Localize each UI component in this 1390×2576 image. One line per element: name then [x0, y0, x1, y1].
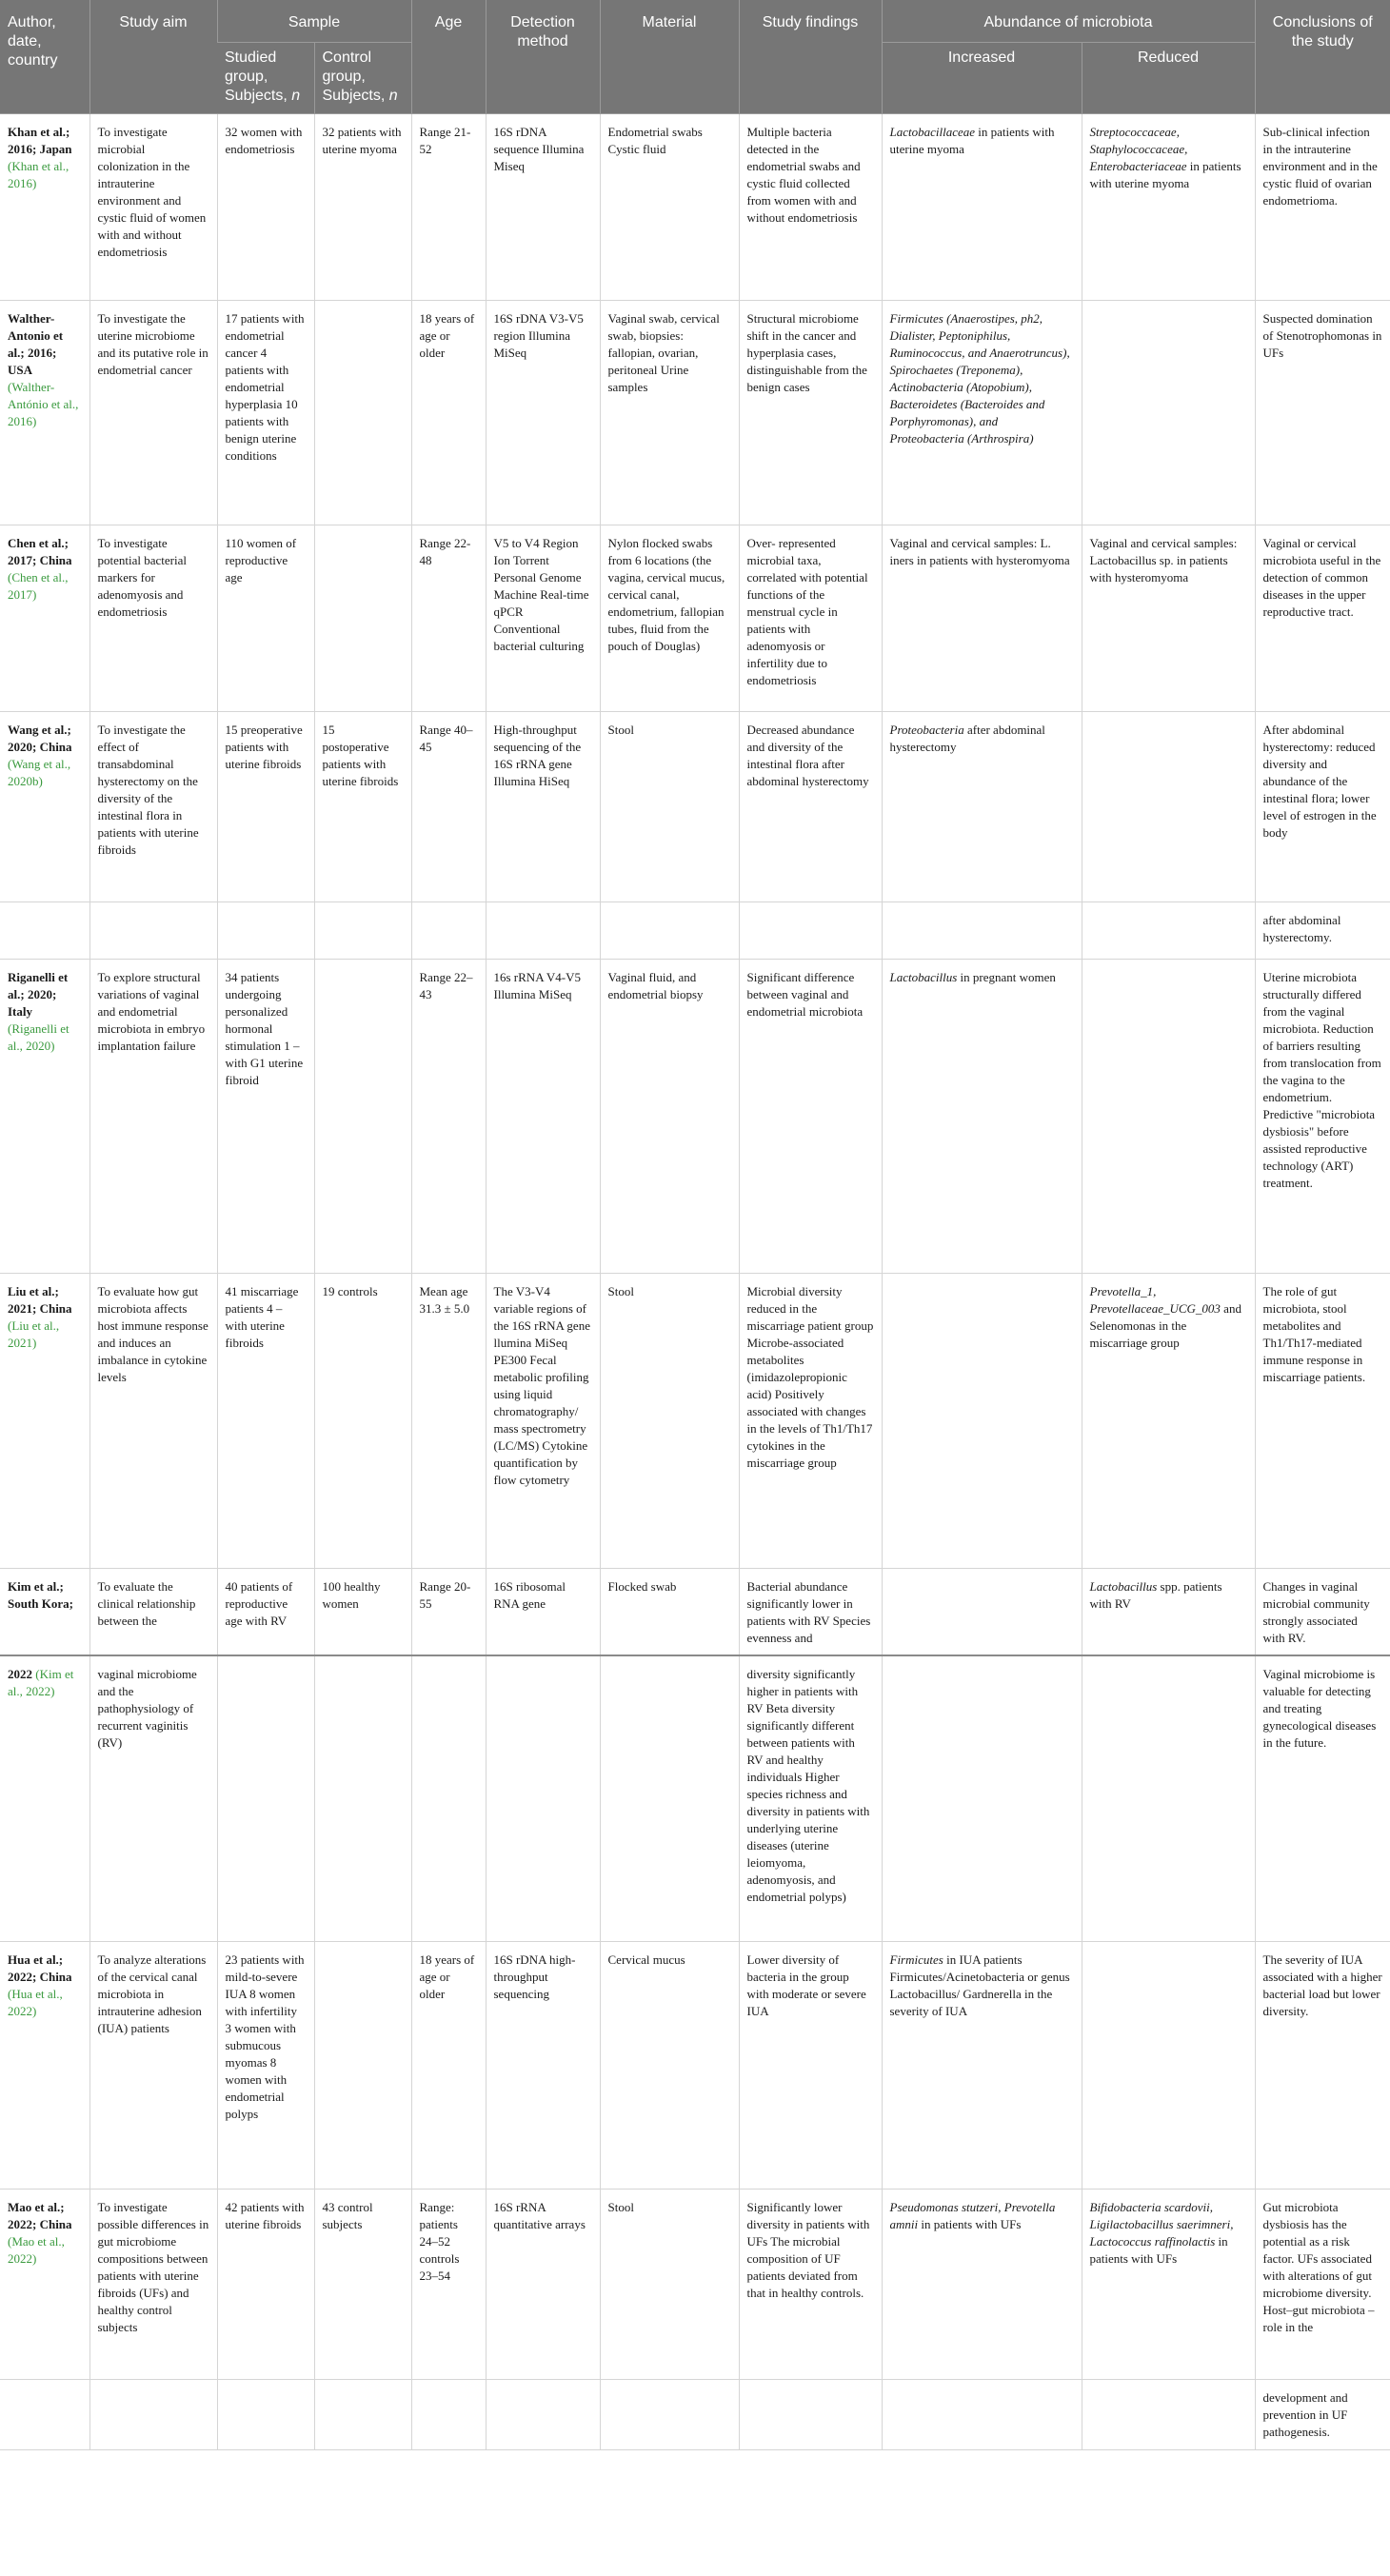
empty-cell — [486, 2379, 600, 2449]
author-cell: Khan et al.; 2016; Japan (Khan et al., 2016) — [0, 114, 89, 301]
increased-cell — [882, 1569, 1082, 1656]
studied-group-cell: 110 women of reproductive age — [217, 525, 314, 712]
material-cell: Vaginal fluid, and endometrial biopsy — [600, 960, 739, 1274]
empty-cell — [217, 2379, 314, 2449]
findings-cell: Structural microbiome shift in the cancer and hyperplasia cases, distinguishable from the benign cases — [739, 301, 882, 525]
header-author: Author, date, country — [0, 0, 89, 114]
author-cell: Chen et al.; 2017; China (Chen et al., 2017) — [0, 525, 89, 712]
material-cell: Nylon flocked swabs from 6 locations (the vagina, cervical mucus, cervical canal, endometrium, fallopian tubes, fluid from the pouch of Douglas) — [600, 525, 739, 712]
study-aim-cell: vaginal microbiome and the pathophysiology of recurrent vaginitis (RV) — [89, 1655, 217, 1941]
table-row — [0, 1655, 1390, 1941]
empty-cell — [600, 2379, 739, 2449]
age-cell: Range 20- 55 — [411, 1569, 486, 1656]
studied-group-cell: 15 preoperative patients with uterine fibroids — [217, 712, 314, 902]
control-group-cell: 15 postoperative patients with uterine fibroids — [314, 712, 411, 902]
empty-cell — [0, 902, 89, 960]
conclusion-cell: After abdominal hysterectomy: reduced diversity and abundance of the intestinal flora; lower level of estrogen in the body — [1255, 712, 1390, 902]
empty-cell — [314, 2379, 411, 2449]
author-cell: Hua et al.; 2022; China (Hua et al., 2022) — [0, 1941, 89, 2189]
studied-group-cell: 42 patients with uterine fibroids — [217, 2189, 314, 2379]
findings-cell: Lower diversity of bacteria in the group with moderate or severe IUA — [739, 1941, 882, 2189]
material-cell: Stool — [600, 1274, 739, 1569]
author-cell: Kim et al.; South Kora; — [0, 1569, 89, 1656]
age-cell: Range 22–43 — [411, 960, 486, 1274]
reduced-cell — [1082, 960, 1255, 1274]
empty-cell — [314, 902, 411, 960]
reduced-cell — [1082, 712, 1255, 902]
header-age: Age — [411, 0, 486, 114]
study-aim-cell: To evaluate how gut microbiota affects host immune response and induces an imbalance in cytokine levels — [89, 1274, 217, 1569]
study-aim-cell: To evaluate the clinical relationship between the — [89, 1569, 217, 1656]
header-conclusions: Conclusions of the study — [1255, 0, 1390, 114]
age-cell: Range 22-48 — [411, 525, 486, 712]
material-cell: Endometrial swabs Cystic fluid — [600, 114, 739, 301]
detection-method-cell: 16S rDNA sequence Illumina Miseq — [486, 114, 600, 301]
detection-method-cell: 16S rDNA high-throughput sequencing — [486, 1941, 600, 2189]
header-control-group: Control group, Subjects, n — [314, 43, 411, 114]
table-row — [0, 1569, 1390, 1656]
studied-group-cell: 41 miscarriage patients 4 – with uterine fibroids — [217, 1274, 314, 1569]
reduced-cell — [1082, 301, 1255, 525]
age-cell: 18 years of age or older — [411, 301, 486, 525]
control-group-cell — [314, 1941, 411, 2189]
increased-cell: Lactobacillus in pregnant women — [882, 960, 1082, 1274]
empty-cell — [411, 2379, 486, 2449]
study-aim-cell: To explore structural variations of vaginal and endometrial microbiota in embryo implantation failure — [89, 960, 217, 1274]
table-row — [0, 1941, 1390, 2189]
table-row — [0, 2189, 1390, 2379]
control-group-cell — [314, 960, 411, 1274]
increased-cell: Proteobacteria after abdominal hysterectomy — [882, 712, 1082, 902]
detection-method-cell: 16S rDNA V3-V5 region Illumina MiSeq — [486, 301, 600, 525]
age-cell: Range 40–45 — [411, 712, 486, 902]
conclusion-cell: Vaginal or cervical microbiota useful in the detection of common diseases in the upper reproductive tract. — [1255, 525, 1390, 712]
increased-cell: Firmicutes in IUA patients Firmicutes/Acinetobacteria or genus Lactobacillus/ Gardnerella in the severity of IUA — [882, 1941, 1082, 2189]
detection-method-cell: 16S rRNA quantitative arrays — [486, 2189, 600, 2379]
detection-method-cell: 16s rRNA V4-V5 Illumina MiSeq — [486, 960, 600, 1274]
empty-cell — [882, 902, 1082, 960]
detection-method-cell — [486, 1655, 600, 1941]
conclusion-cell: development and prevention in UF pathogenesis. — [1255, 2379, 1390, 2449]
control-group-cell: 43 control subjects — [314, 2189, 411, 2379]
material-cell — [600, 1655, 739, 1941]
age-cell: 18 years of age or older — [411, 1941, 486, 2189]
studied-group-cell: 34 patients undergoing personalized hormonal stimulation 1 – with G1 uterine fibroid — [217, 960, 314, 1274]
increased-cell: Vaginal and cervical samples: L. iners in patients with hysteromyoma — [882, 525, 1082, 712]
empty-cell — [1082, 902, 1255, 960]
conclusion-cell: Vaginal microbiome is valuable for detecting and treating gynecological diseases in the future. — [1255, 1655, 1390, 1941]
author-cell: Walther-Antonio et al.; 2016; USA (Walther-António et al., 2016) — [0, 301, 89, 525]
author-cell: 2022 (Kim et al., 2022) — [0, 1655, 89, 1941]
conclusion-cell: Gut microbiota dysbiosis has the potential as a risk factor. UFs associated with alterations of gut microbiome diversity. Host–gut microbiota – role in the — [1255, 2189, 1390, 2379]
material-cell: Vaginal swab, cervical swab, biopsies: fallopian, ovarian, peritoneal Urine samples — [600, 301, 739, 525]
material-cell: Stool — [600, 2189, 739, 2379]
studied-group-cell — [217, 1655, 314, 1941]
findings-cell: Bacterial abundance significantly lower in patients with RV Species evenness and — [739, 1569, 882, 1656]
header-reduced: Reduced — [1082, 43, 1255, 114]
conclusion-cell: after abdominal hysterectomy. — [1255, 902, 1390, 960]
control-group-cell: 100 healthy women — [314, 1569, 411, 1656]
empty-cell — [600, 902, 739, 960]
header-row-1 — [0, 0, 1390, 43]
detection-method-cell: High-throughput sequencing of the 16S rRNA gene Illumina HiSeq — [486, 712, 600, 902]
reduced-cell — [1082, 1655, 1255, 1941]
detection-method-cell: V5 to V4 Region Ion Torrent Personal Genome Machine Real-time qPCR Conventional bacterial culturing — [486, 525, 600, 712]
table-row — [0, 1274, 1390, 1569]
empty-cell — [411, 902, 486, 960]
study-aim-cell: To investigate the effect of transabdominal hysterectomy on the diversity of the intestinal flora in patients with uterine fibroids — [89, 712, 217, 902]
header-increased: Increased — [882, 43, 1082, 114]
empty-cell — [0, 2379, 89, 2449]
conclusion-cell: Uterine microbiota structurally differed from the vaginal microbiota. Reduction of barriers resulting from translocation from the vagina to the endometrium. Predictive "microbiota dysbiosis" before assisted reproductive technology (ART) treatment. — [1255, 960, 1390, 1274]
header-detection: Detection method — [486, 0, 600, 114]
empty-cell — [739, 2379, 882, 2449]
findings-cell: Significantly lower diversity in patients with UFs The microbial composition of UF patients deviated from that in healthy controls. — [739, 2189, 882, 2379]
findings-cell: Microbial diversity reduced in the miscarriage patient group Microbe-associated metabolites (imidazolepropionic acid) Positively associated with changes in the levels of Th1/Th17 cytokines in the miscarriage group — [739, 1274, 882, 1569]
age-cell — [411, 1655, 486, 1941]
empty-cell — [486, 902, 600, 960]
table-row — [0, 114, 1390, 301]
material-cell: Stool — [600, 712, 739, 902]
author-cell: Wang et al.; 2020; China (Wang et al., 2020b) — [0, 712, 89, 902]
increased-cell: Pseudomonas stutzeri, Prevotella amnii in patients with UFs — [882, 2189, 1082, 2379]
findings-cell: Decreased abundance and diversity of the intestinal flora after abdominal hysterectomy — [739, 712, 882, 902]
table-row — [0, 960, 1390, 1274]
empty-cell — [882, 2379, 1082, 2449]
reduced-cell: Streptococcaceae, Staphylococcaceae, Enterobacteriaceae in patients with uterine myoma — [1082, 114, 1255, 301]
study-aim-cell: To investigate the uterine microbiome and its putative role in endometrial cancer — [89, 301, 217, 525]
increased-cell: Lactobacillaceae in patients with uterine myoma — [882, 114, 1082, 301]
findings-cell: diversity significantly higher in patients with RV Beta diversity significantly different between patients with RV and healthy individuals Higher species richness and diversity in patients with underlying uterine diseases (uterine leiomyoma, adenomyosis, and endometrial polyps) — [739, 1655, 882, 1941]
control-group-cell: 19 controls — [314, 1274, 411, 1569]
author-cell: Liu et al.; 2021; China (Liu et al., 2021) — [0, 1274, 89, 1569]
header-study-aim: Study aim — [89, 0, 217, 114]
detection-method-cell: The V3-V4 variable regions of the 16S rRNA gene llumina MiSeq PE300 Fecal metabolic profiling using liquid chromatography/ mass spectrometry (LC/MS) Cytokine quantification by flow cytometry — [486, 1274, 600, 1569]
header-abundance: Abundance of microbiota — [882, 0, 1255, 43]
conclusion-cell: The role of gut microbiota, stool metabolites and Th1/Th17-mediated immune response in miscarriage patients. — [1255, 1274, 1390, 1569]
conclusion-cell: The severity of IUA associated with a higher bacterial load but lower diversity. — [1255, 1941, 1390, 2189]
findings-cell: Multiple bacteria detected in the endometrial swabs and cystic fluid collected from women with and without endometriosis — [739, 114, 882, 301]
empty-cell — [89, 2379, 217, 2449]
findings-cell: Over- represented microbial taxa, correlated with potential functions of the menstrual cycle in patients with adenomyosis or infertility due to endometriosis — [739, 525, 882, 712]
age-cell: Mean age 31.3 ± 5.0 — [411, 1274, 486, 1569]
empty-cell — [217, 902, 314, 960]
header-findings: Study findings — [739, 0, 882, 114]
studied-group-cell: 40 patients of reproductive age with RV — [217, 1569, 314, 1656]
reduced-cell: Prevotella_1, Prevotellaceae_UCG_003 and Selenomonas in the miscarriage group — [1082, 1274, 1255, 1569]
increased-cell — [882, 1274, 1082, 1569]
conclusion-cell: Sub-clinical infection in the intrauterine environment and in the cystic fluid of ovarian endometrioma. — [1255, 114, 1390, 301]
increased-cell: Firmicutes (Anaerostipes, ph2, Dialister, Peptoniphilus, Ruminococcus, and Anaerotruncus), Spirochaetes (Treponema), Actinobacteria (Atopobium), Bacteroidetes (Bacteroides and Porphyromonas), and Proteobacteria (Arthrospira) — [882, 301, 1082, 525]
studied-group-cell: 32 women with endometriosis — [217, 114, 314, 301]
empty-cell — [1082, 2379, 1255, 2449]
control-group-cell — [314, 301, 411, 525]
table-row — [0, 2379, 1390, 2449]
control-group-cell: 32 patients with uterine myoma — [314, 114, 411, 301]
table-row — [0, 902, 1390, 960]
increased-cell — [882, 1655, 1082, 1941]
reduced-cell — [1082, 1941, 1255, 2189]
header-studied-group: Studied group, Subjects, n — [217, 43, 314, 114]
reduced-cell: Vaginal and cervical samples: Lactobacillus sp. in patients with hysteromyoma — [1082, 525, 1255, 712]
empty-cell — [739, 902, 882, 960]
detection-method-cell: 16S ribosomal RNA gene — [486, 1569, 600, 1656]
table-row — [0, 712, 1390, 902]
material-cell: Cervical mucus — [600, 1941, 739, 2189]
studied-group-cell: 23 patients with mild-to-severe IUA 8 women with infertility 3 women with submucous myomas 8 women with endometrial polyps — [217, 1941, 314, 2189]
table-row — [0, 525, 1390, 712]
study-aim-cell: To analyze alterations of the cervical canal microbiota in intrauterine adhesion (IUA) patients — [89, 1941, 217, 2189]
study-aim-cell: To investigate microbial colonization in the intrauterine environment and cystic fluid of women with and without endometriosis — [89, 114, 217, 301]
reduced-cell: Bifidobacteria scardovii, Ligilactobacillus saerimneri, Lactococcus raffinolactis in patients with UFs — [1082, 2189, 1255, 2379]
study-aim-cell: To investigate potential bacterial markers for adenomyosis and endometriosis — [89, 525, 217, 712]
conclusion-cell: Suspected domination of Stenotrophomonas in UFs — [1255, 301, 1390, 525]
author-cell: Mao et al.; 2022; China (Mao et al., 2022) — [0, 2189, 89, 2379]
studied-group-cell: 17 patients with endometrial cancer 4 patients with endometrial hyperplasia 10 patients with benign uterine conditions — [217, 301, 314, 525]
age-cell: Range: patients 24–52 controls 23–54 — [411, 2189, 486, 2379]
findings-cell: Significant difference between vaginal and endometrial microbiota — [739, 960, 882, 1274]
study-aim-cell: To investigate possible differences in gut microbiome compositions between patients with uterine fibroids (UFs) and healthy control subjects — [89, 2189, 217, 2379]
header-material: Material — [600, 0, 739, 114]
empty-cell — [89, 902, 217, 960]
reduced-cell: Lactobacillus spp. patients with RV — [1082, 1569, 1255, 1656]
material-cell: Flocked swab — [600, 1569, 739, 1656]
header-sample: Sample — [217, 0, 411, 43]
control-group-cell — [314, 1655, 411, 1941]
table-row — [0, 301, 1390, 525]
conclusion-cell: Changes in vaginal microbial community strongly associated with RV. — [1255, 1569, 1390, 1656]
control-group-cell — [314, 525, 411, 712]
author-cell: Riganelli et al.; 2020; Italy (Riganelli et al., 2020) — [0, 960, 89, 1274]
age-cell: Range 21-52 — [411, 114, 486, 301]
